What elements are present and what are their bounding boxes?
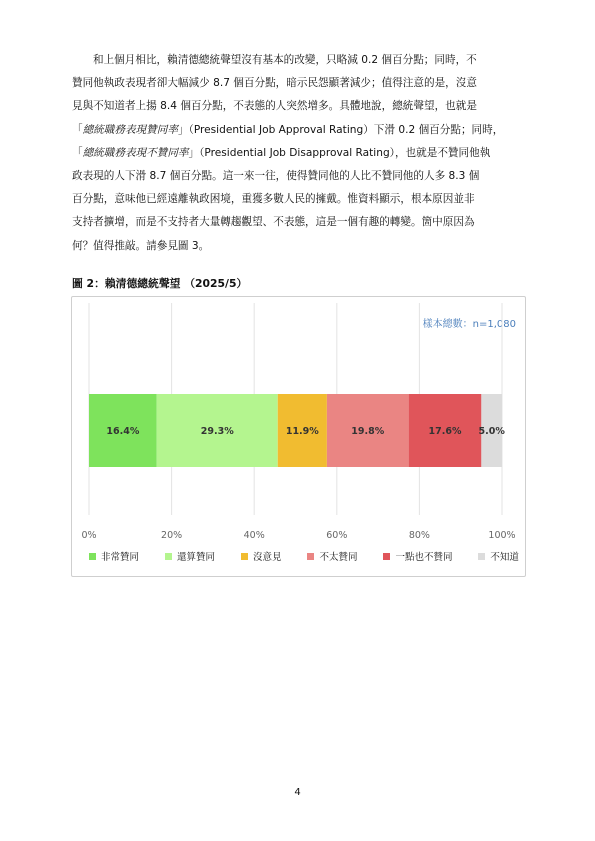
bar-data-label: 19.8%: [351, 426, 385, 437]
page-number: 4: [294, 787, 301, 798]
legend-label: 不太贊同: [319, 552, 358, 563]
body-paragraph: [72, 49, 524, 258]
text-segment: 「: [72, 146, 83, 159]
x-tick-label: 100%: [488, 530, 516, 541]
x-tick-label: 40%: [243, 530, 265, 541]
text-segment: 和上個月相比，賴清德總統聲望沒有基本的改變，只略減 0.2 個百分點；同時，不: [93, 54, 477, 66]
approval-chart: [71, 296, 526, 577]
legend-label: 還算贊同: [176, 552, 215, 563]
legend-label: 不知道: [490, 552, 519, 563]
figure-title: 圖 2：賴清德總統聲望 （2025/5）: [72, 277, 248, 290]
x-tick-label: 0%: [81, 530, 97, 541]
chart-legend: [89, 549, 519, 563]
legend-swatch: [307, 553, 314, 560]
italic-term: 總統職務表現贊同率: [82, 123, 178, 136]
text-segment: 贊同他執政表現者卻大幅減少 8.7 個百分點，暗示民怨顯著減少；值得注意的是，沒意: [72, 77, 477, 90]
text-segment: 支持者擴增，而是不支持者大量轉趨觀望、不表態，這是一個有趣的轉變。箇中原因為: [72, 216, 475, 229]
paragraph-line: [72, 188, 524, 211]
paragraph-line: [72, 235, 524, 258]
paragraph-line: [72, 72, 524, 95]
legend-swatch: [165, 553, 172, 560]
sample-size-label: 樣本總數：n=1,080: [422, 319, 516, 330]
legend-item: [478, 549, 519, 563]
chart-plot: [72, 297, 525, 576]
legend-swatch: [383, 553, 390, 560]
text-segment: 政表現的人下滑 8.7 個百分點。這一來一往，使得贊同他的人比不贊同他的人多 8.3 個: [72, 170, 480, 183]
text-segment: 「: [72, 123, 83, 136]
text-segment: 」（Presidential Job Disapproval Rating），也就是不贊同他執: [188, 146, 491, 159]
bar-data-label: 16.4%: [106, 426, 140, 437]
x-tick-label: 60%: [326, 530, 348, 541]
legend-item: [165, 549, 215, 563]
bar-data-label: 5.0%: [478, 426, 505, 437]
text-segment: 何？值得推敲。請參見圖 3。: [72, 239, 210, 252]
paragraph-line: [72, 211, 524, 234]
legend-item: [383, 549, 452, 563]
legend-swatch: [478, 553, 485, 560]
paragraph-line: [72, 142, 524, 165]
legend-swatch: [89, 553, 96, 560]
paragraph-line: [72, 49, 524, 72]
paragraph-line: [72, 95, 524, 118]
x-tick-label: 80%: [408, 530, 430, 541]
legend-swatch: [241, 553, 248, 560]
text-segment: 百分點，意味他已經遠離執政困境，重獲多數人民的擁戴。惟資料顯示，根本原因並非: [72, 193, 475, 206]
legend-item: [241, 549, 282, 563]
text-segment: 見與不知道者上揚 8.4 個百分點，不表態的人突然增多。具體地說，總統聲望，也就是: [72, 100, 477, 113]
text-segment: 」（Presidential Job Approval Rating）下滑 0.2 個百分點；同時，: [177, 123, 504, 136]
legend-label: 非常贊同: [101, 552, 140, 563]
bar-data-label: 17.6%: [428, 426, 462, 437]
paragraph-line: [72, 119, 524, 142]
legend-item: [307, 549, 357, 563]
italic-term: 總統職務表現不贊同率: [82, 146, 189, 159]
paragraph-line: [72, 165, 524, 188]
legend-label: 沒意見: [252, 552, 282, 563]
bar-data-label: 11.9%: [285, 426, 319, 437]
bar-data-label: 29.3%: [200, 426, 234, 437]
legend-label: 一點也不贊同: [395, 552, 453, 563]
x-tick-label: 20%: [161, 530, 183, 541]
legend-item: [89, 549, 139, 563]
